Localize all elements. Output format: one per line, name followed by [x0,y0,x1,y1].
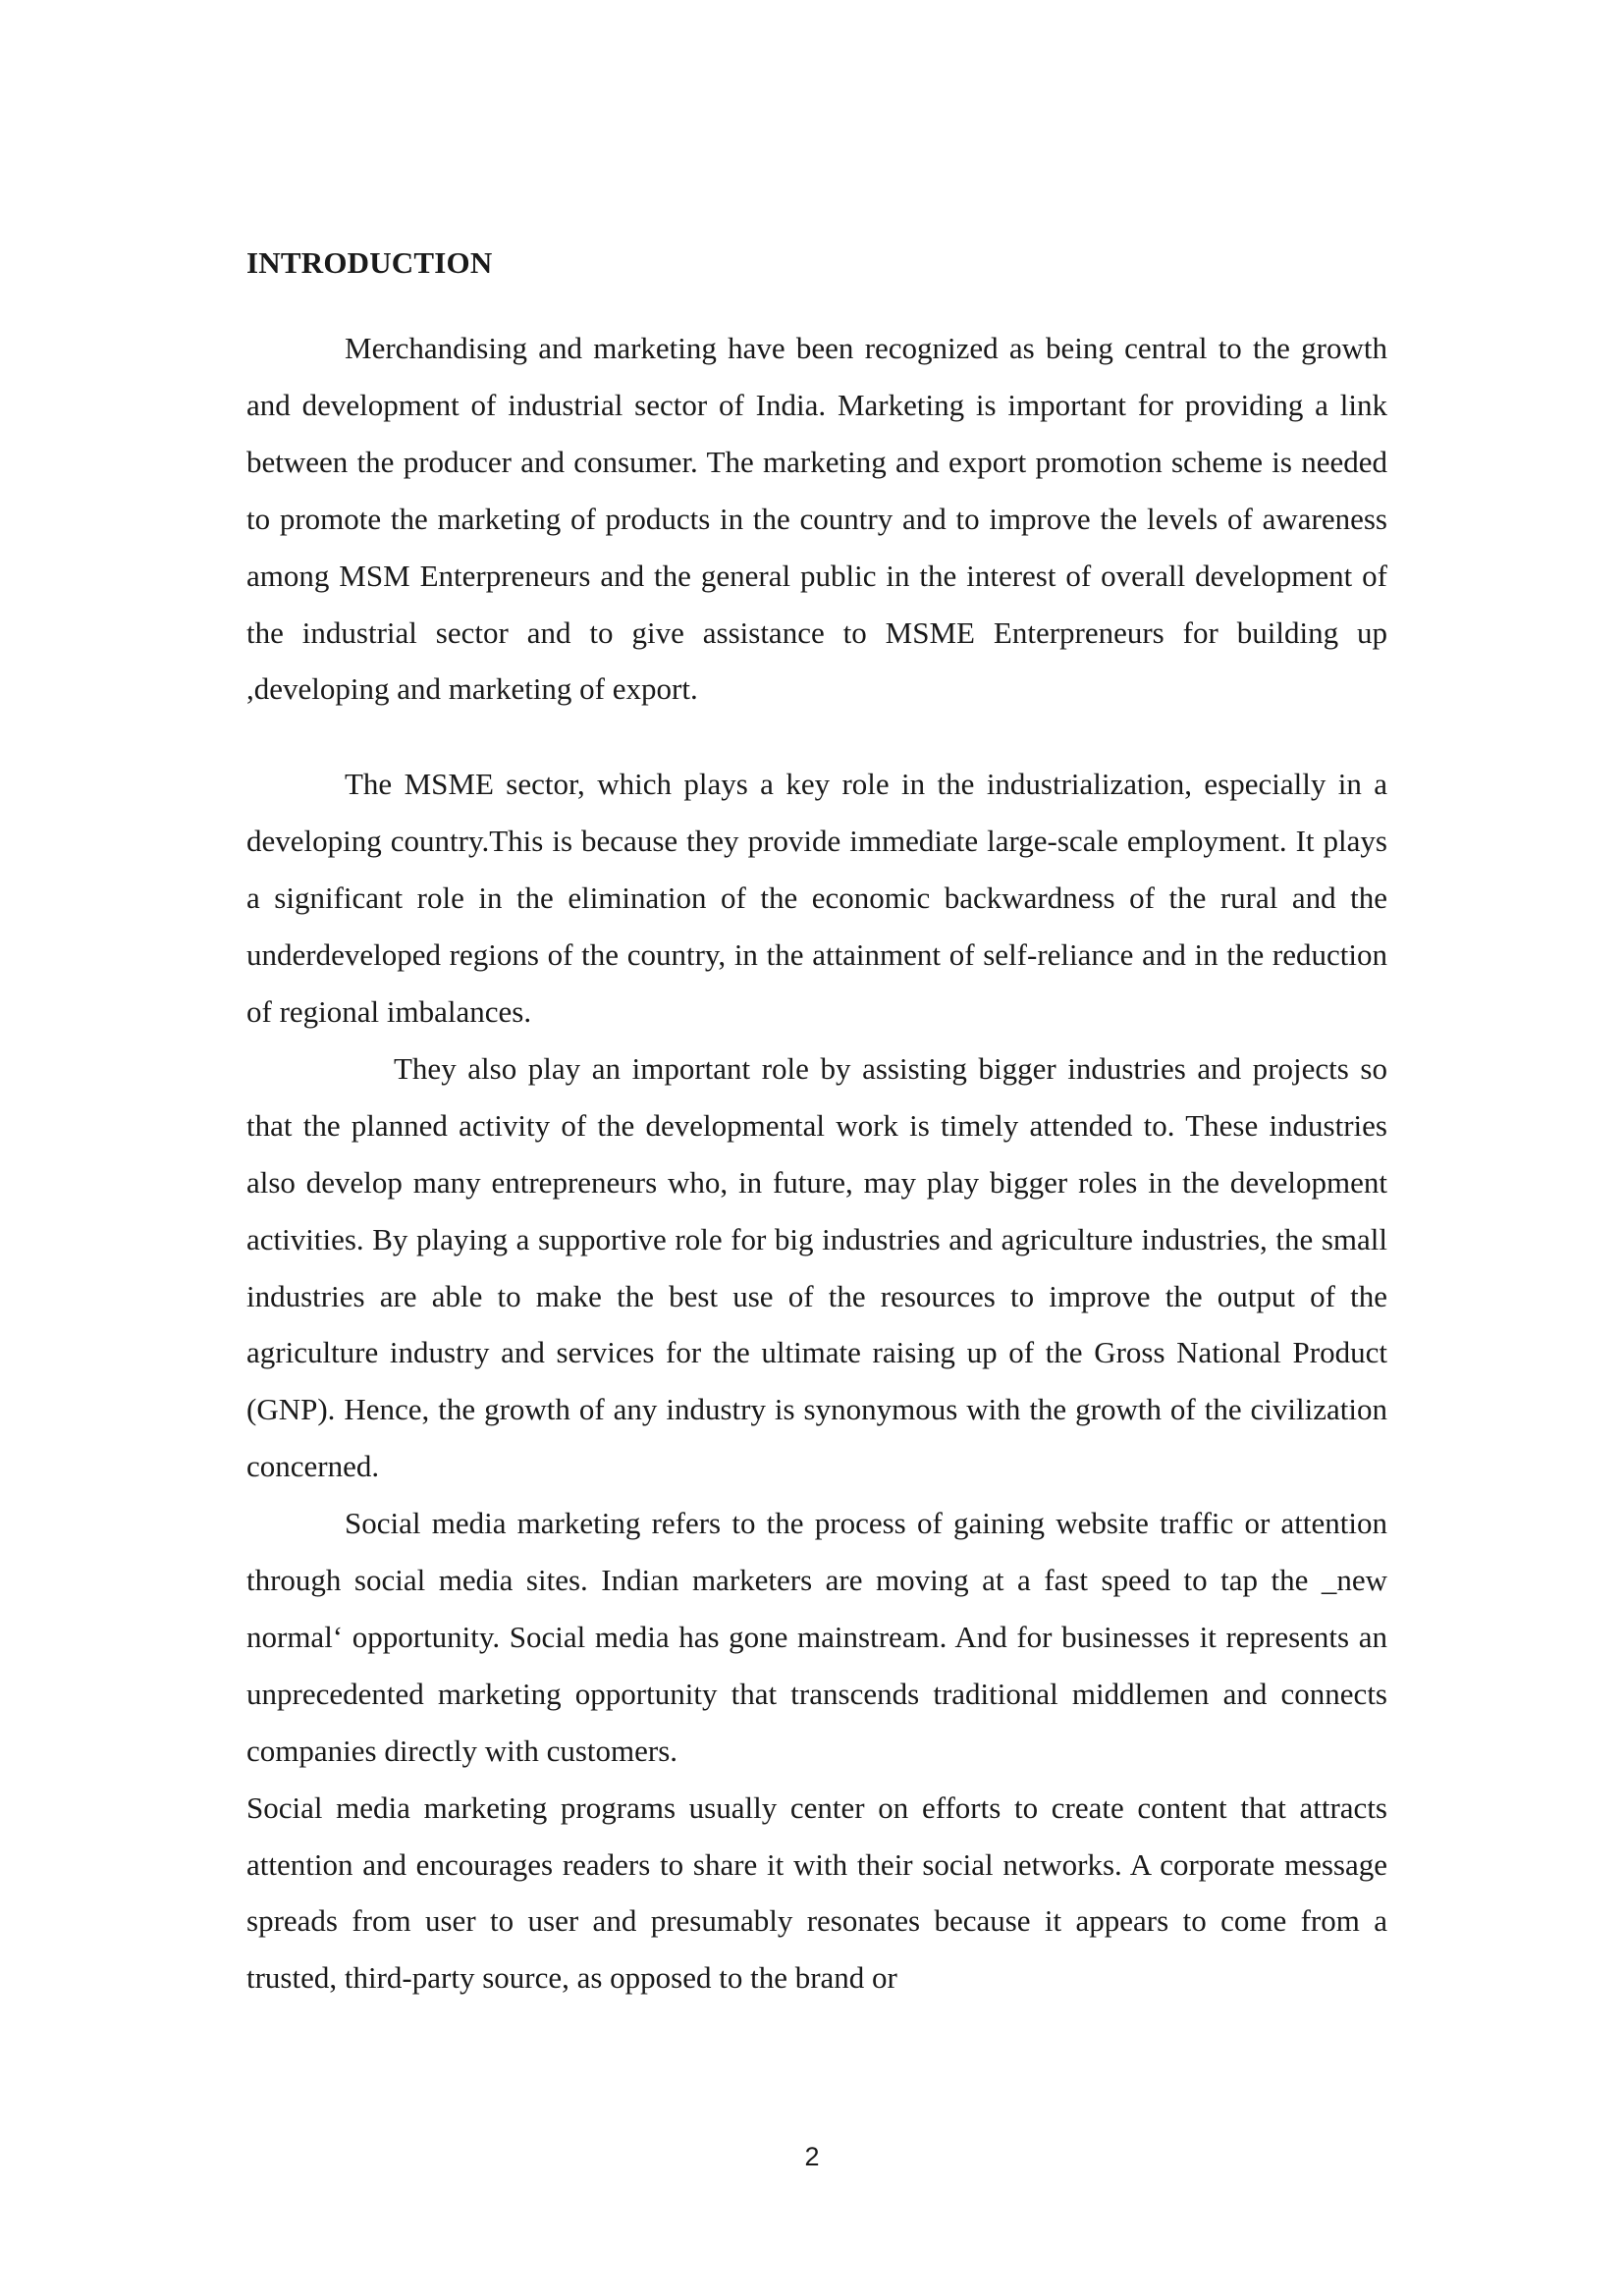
page-number: 2 [804,2142,820,2171]
page-body [246,243,1387,2006]
paragraph-social-media-programs: Social media marketing programs usually center on efforts to create content that attracts attention and encourages readers to share it with their social networks. A corporate message spreads from user to user and presumably resonates because it appears to come from a trusted, third-party source, as opposed to the brand or [246,1789,1387,1996]
paragraph-merchandising: Merchandising and marketing have been recognized as being central to the growth and development of industrial sector of India. Marketing is important for providing a link between the producer and consumer. The marketing and export promotion scheme is needed to promote the marketing of products in the country and to improve the levels of awareness among MSM Enterpreneurs and the general public in the interest of overall development of the industrial sector and to give assistance to MSME Enterpreneurs for building up ,developing and marketing of export. [246,331,1387,707]
paragraph-social-media-marketing: Social media marketing refers to the process of gaining website traffic or attention through social media sites. Indian marketers are moving at a fast speed to tap the _new normal‘ opportunity. Social media has gone mainstream. And for businesses it represents an unprecedented marketing opportunity that transcends traditional middlemen and connects companies directly with customers. [246,1506,1387,1768]
paragraph-bigger-industries: They also play an important role by assisting bigger industries and projects so that the planned activity of the developmental work is timely attended to. These industries also develop many entrepreneurs who, in future, may play bigger roles in the development activities. By playing a supportive role for big industries and agriculture industries, the small industries are able to make the best use of the resources to improve the output of the agriculture industry and services for the ultimate raising up of the Gross National Product (GNP). Hence, the growth of any industry is synonymous with the growth of the civilization concerned. [246,1050,1387,1484]
paragraph-msme-sector: The MSME sector, which plays a key role in the industrialization, especially in a developing country.This is because they provide immediate large-scale employment. It plays a significant role in the elimination of the economic backwardness of the rural and the underdeveloped regions of the country, in the attainment of self-reliance and in the reduction of regional imbalances. [246,767,1387,1029]
section-heading: INTRODUCTION [246,245,493,280]
